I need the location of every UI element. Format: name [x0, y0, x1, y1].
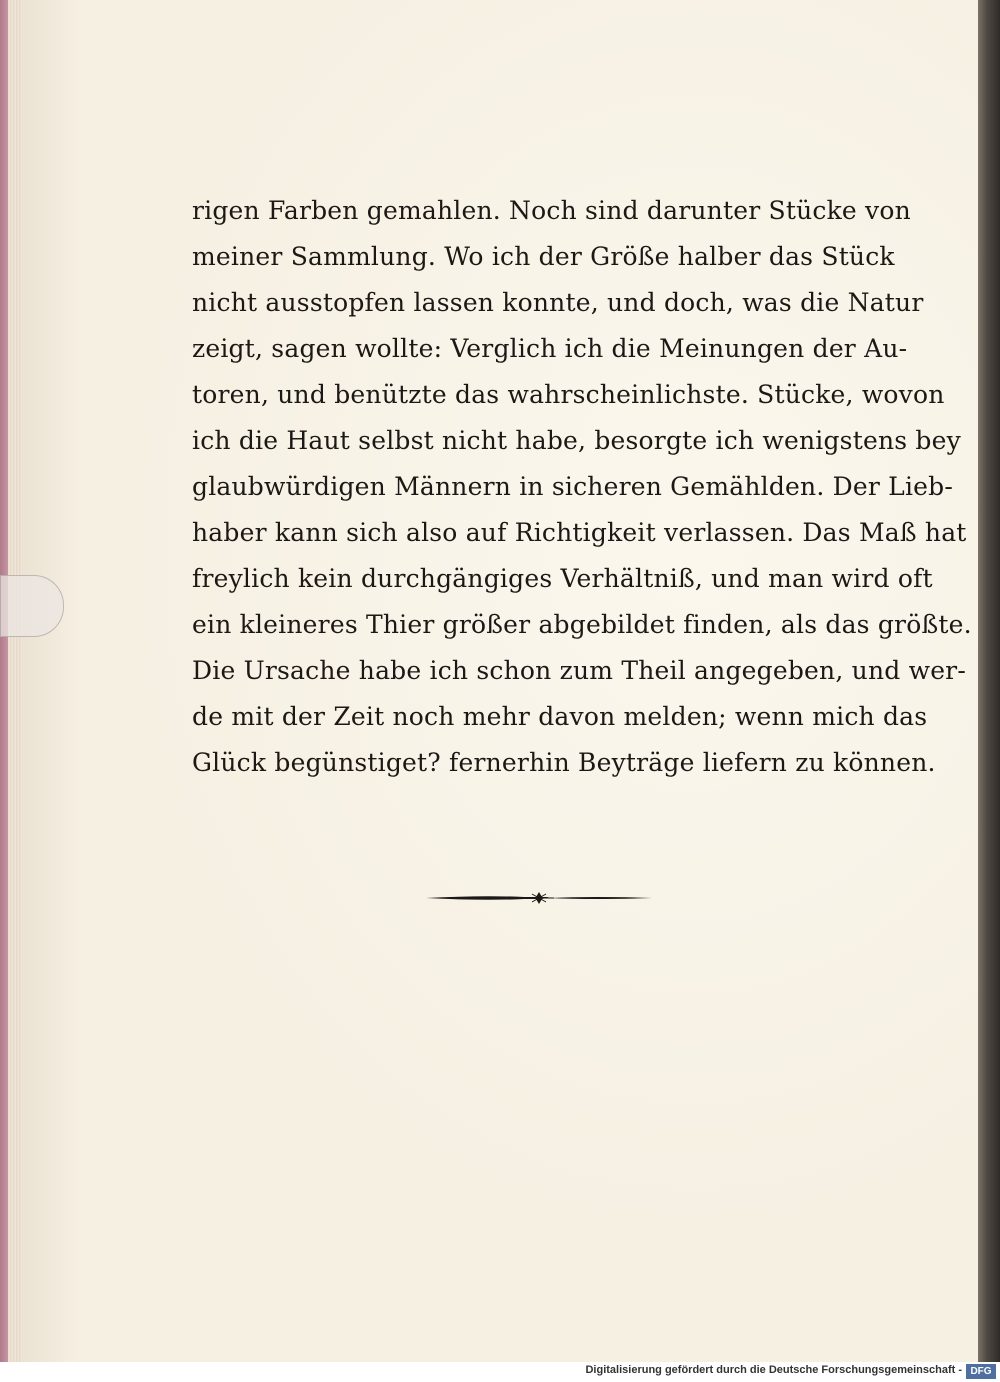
text-line: toren, und benützte das wahrscheinlichste. Stücke, wovon	[192, 380, 945, 409]
funding-credit: Digitalisierung gefördert durch die Deutsche Forschungsgemeinschaft -	[585, 1364, 962, 1376]
book-cover-edge	[978, 0, 1000, 1362]
text-line: meiner Sammlung. Wo ich der Größe halber das Stück	[192, 242, 895, 271]
page-clip	[0, 575, 64, 637]
text-line: de mit der Zeit noch mehr davon melden; wenn mich das	[192, 702, 928, 731]
text-line: ich die Haut selbst nicht habe, besorgte ich wenigstens bey	[192, 426, 961, 455]
text-line: zeigt, sagen wollte: Verglich ich die Meinungen der Au-	[192, 334, 908, 363]
text-line: nicht ausstopfen lassen konnte, und doch, was die Natur	[192, 288, 924, 317]
text-line: Glück begünstiget? fernerhin Beyträge liefern zu können.	[192, 748, 936, 777]
body-text	[192, 188, 972, 786]
ornamental-rule	[424, 888, 654, 908]
text-line: freylich kein durchgängiges Verhältniß, und man wird oft	[192, 564, 933, 593]
footer-bar	[0, 1362, 1000, 1382]
dfg-logo: DFG	[966, 1364, 996, 1379]
text-line: Die Ursache habe ich schon zum Theil angegeben, und wer-	[192, 656, 966, 685]
text-line: rigen Farben gemahlen. Noch sind darunter Stücke von	[192, 196, 911, 225]
text-line: glaubwürdigen Männern in sicheren Gemählden. Der Lieb-	[192, 472, 954, 501]
text-line: haber kann sich also auf Richtigkeit verlassen. Das Maß hat	[192, 518, 967, 547]
text-line: ein kleineres Thier größer abgebildet finden, als das größte.	[192, 610, 972, 639]
